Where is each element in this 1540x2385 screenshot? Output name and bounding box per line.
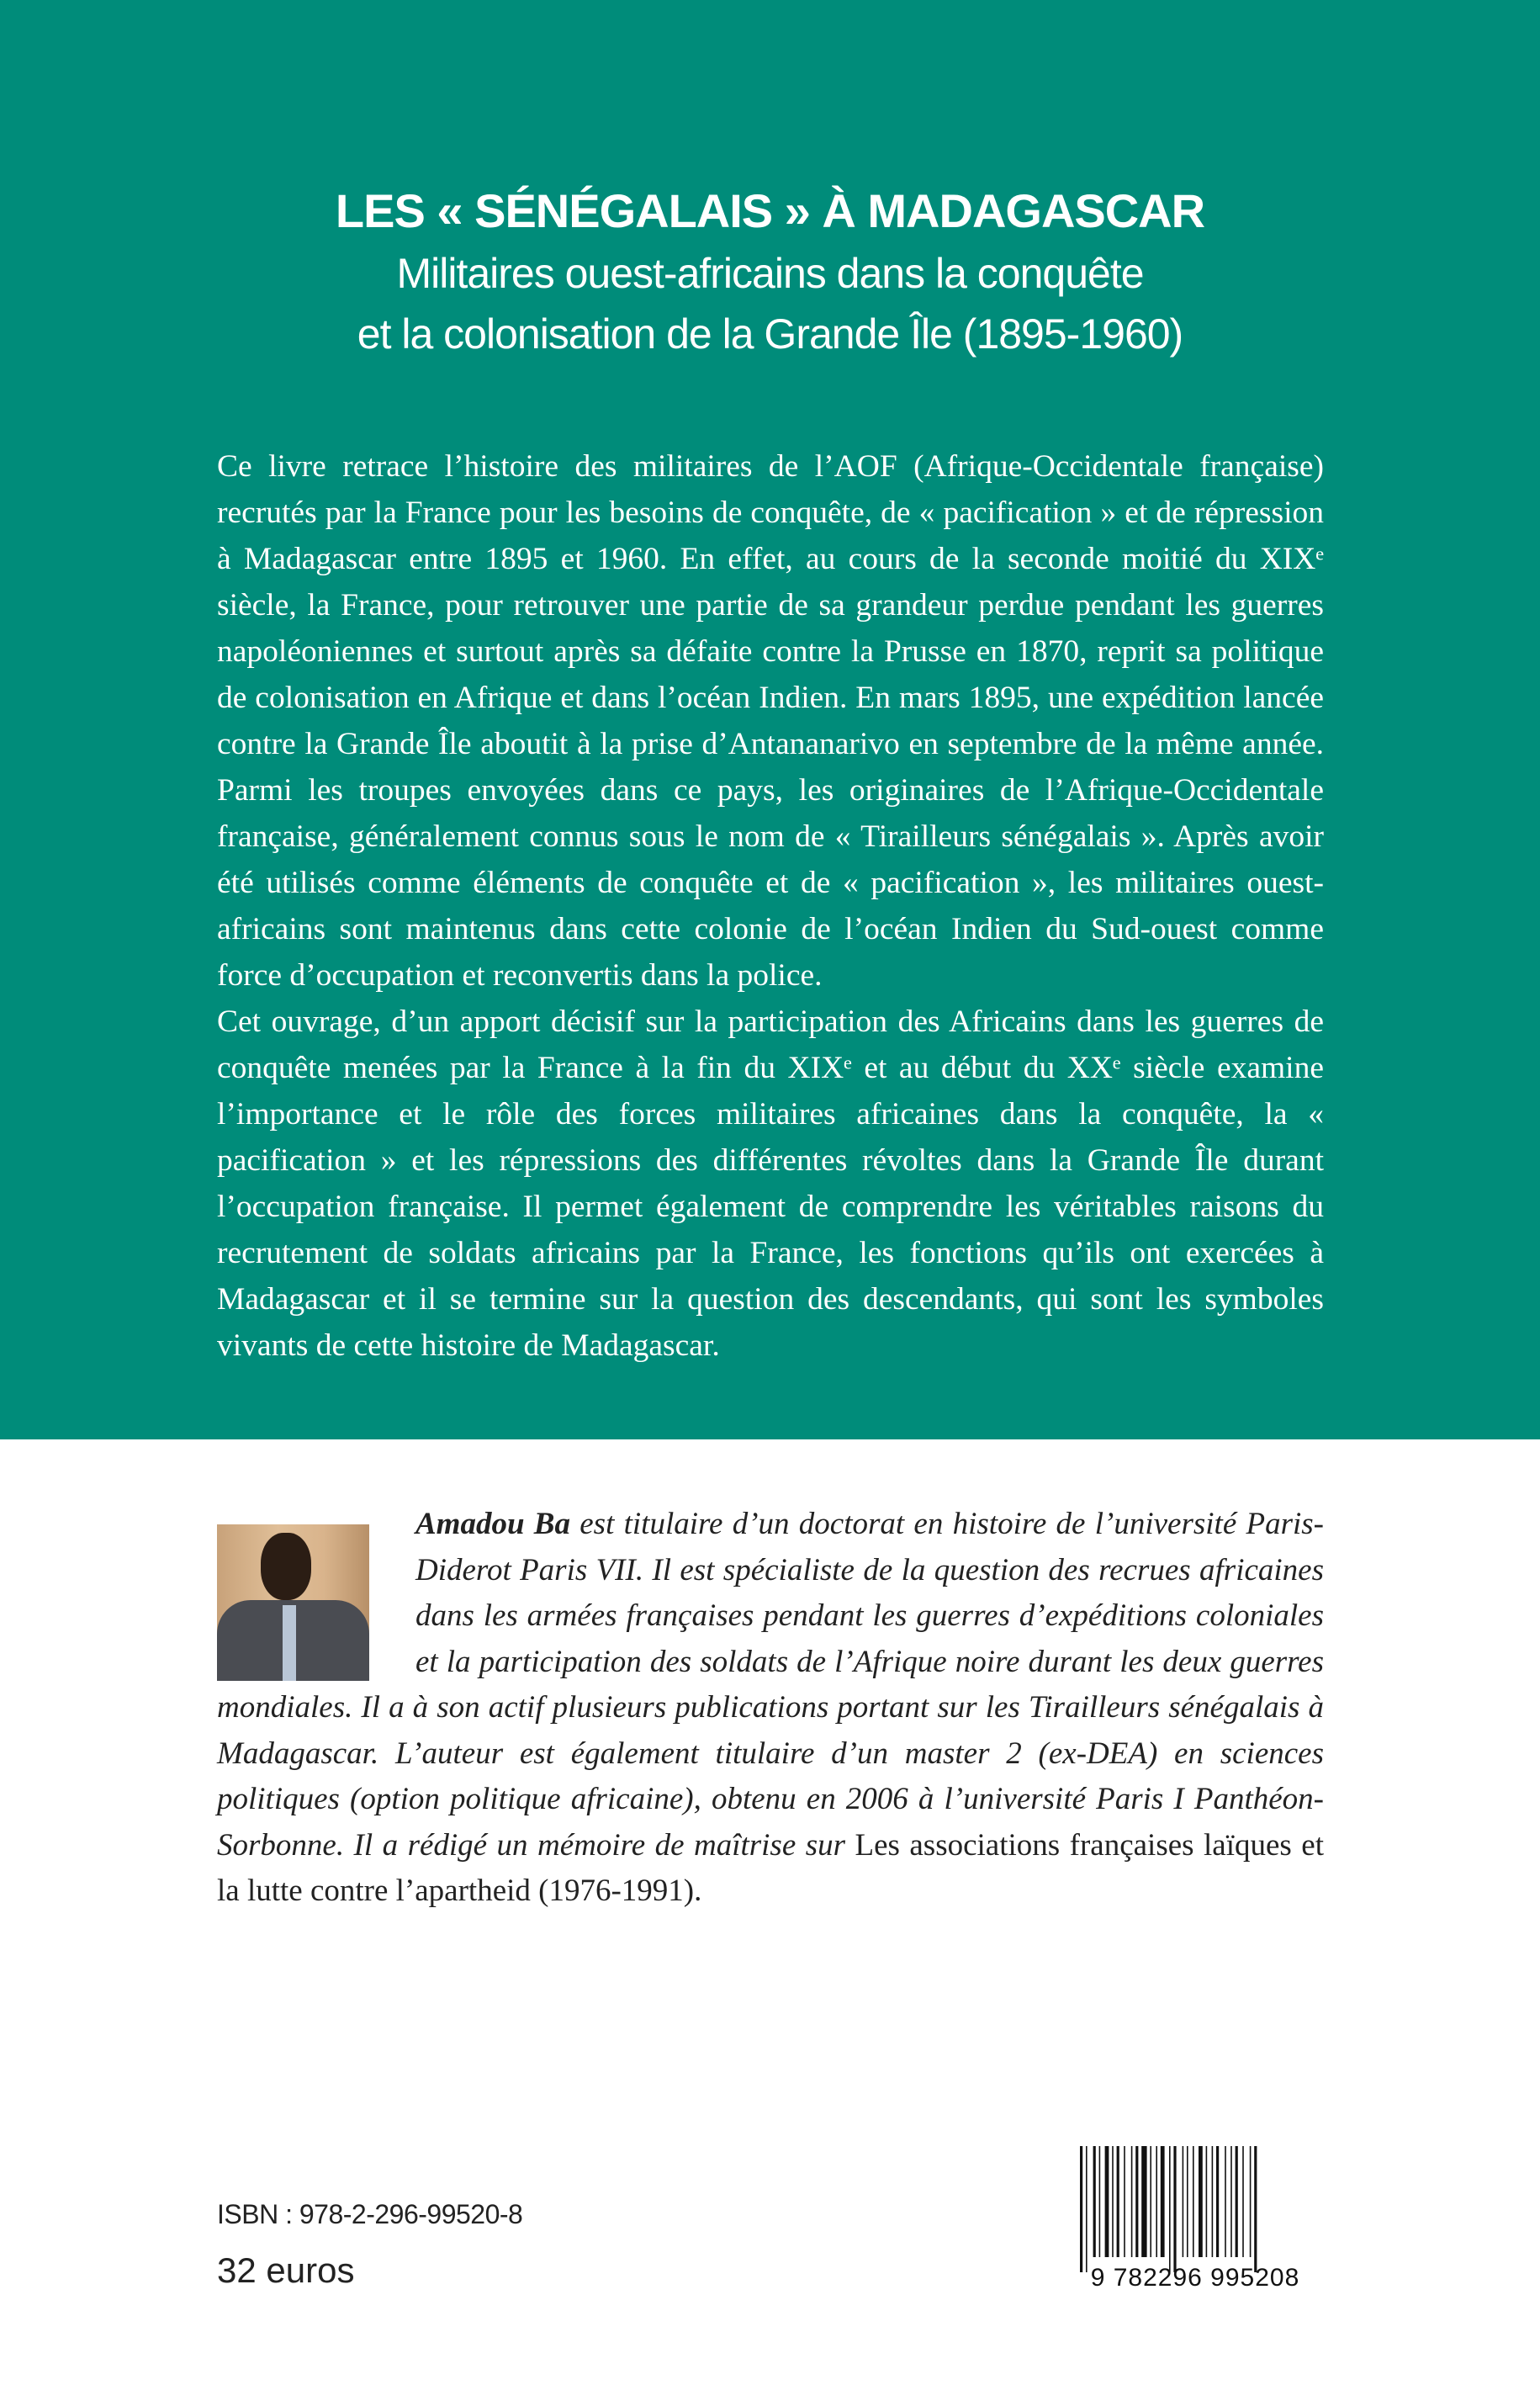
bio-end: .	[694, 1874, 702, 1908]
summary-paragraph: Cet ouvrage, d’un apport décisif sur la participation des Africains dans les guerres de conquête menées par la France à la fin du XIXᵉ et au début du XXᵉ siècle examine l’importance et le rôle des forces militaires africaines dans la conquête, la « pacification » et les répressions des différentes révoltes dans la Grande Île durant l’occupation française. Il permet également de comprendre les véritables raisons du recrutement de soldats africains par la France, les fonctions qu’ils ont exercées à Madagascar et il se termine sur la question des descendants, qui sont les symboles vivants de cette histoire de Madagascar.	[217, 1004, 1324, 1363]
barcode-bar	[1131, 2146, 1133, 2257]
barcode-bar	[1212, 2146, 1214, 2257]
barcode-bar	[1117, 2146, 1119, 2257]
barcode-bar	[1250, 2146, 1252, 2257]
barcode-bar	[1242, 2146, 1244, 2257]
barcode-digits: 9 782296 995208	[1090, 2264, 1300, 2289]
barcode-bar	[1112, 2146, 1114, 2257]
barcode-bar	[1225, 2146, 1226, 2257]
barcode-bar	[1093, 2146, 1096, 2257]
barcode-bar	[1086, 2146, 1088, 2272]
book-title: LES « SÉNÉGALAIS » À MADAGASCAR	[335, 184, 1205, 237]
barcode-bar	[1236, 2146, 1238, 2257]
barcode-bar	[1193, 2146, 1194, 2257]
summary-text	[217, 443, 1324, 1369]
barcode-bar	[1161, 2146, 1165, 2257]
book-subtitle-line-1: Militaires ouest-africains dans la conquête	[396, 250, 1144, 297]
book-subtitle-line-2: et la colonisation de la Grande Île (1895-1960)	[357, 310, 1183, 358]
thesis-title: Les associations françaises laïques et la lutte contre l’apartheid (1976-1991)	[217, 1827, 1324, 1908]
author-name: Amadou Ba	[415, 1507, 570, 1541]
barcode-bar	[1156, 2146, 1157, 2257]
barcode-bar	[1169, 2146, 1171, 2272]
barcode-bar	[1141, 2146, 1146, 2257]
barcode-bar	[1099, 2146, 1101, 2257]
barcode-bar	[1254, 2146, 1257, 2272]
barcode-bar	[1216, 2146, 1219, 2257]
barcode-bar	[1183, 2146, 1184, 2257]
summary-paragraph: Ce livre retrace l’histoire des militaires de l’AOF (Afrique-Occidentale française) recrutés par la France pour les besoins de conquête, de « pacification » et de répression à Madagascar entre 1895 et 1960. En effet, au cours de la seconde moitié du XIXᵉ siècle, la France, pour retrouver une partie de sa grandeur perdue pendant les guerres napoléoniennes et surtout après sa défaite contre la Prusse en 1870, reprit sa politique de colonisation en Afrique et dans l’océan Indien. En mars 1895, une expédition lancée contre la Grande Île aboutit à la prise d’Antananarivo en septembre de la même année. Parmi les troupes envoyées dans ce pays, les originaires de l’Afrique-Occidentale française, généralement connus sous le nom de « Tirailleurs sénégalais ». Après avoir été utilisés comme éléments de conquête et de « pacification », les militaires ouest-africains sont maintenus dans cette colonie de l’océan Indien du Sud-ouest comme force d’occupation et reconvertis dans la police.	[217, 449, 1324, 993]
author-bio-text: est titulaire d’un doctorat en histoire de l’université Paris-Diderot Paris VII. Il est spécialiste de la question des recrues africaines dans les armées françaises pendant les guerres d’expéditions coloniales et la participation des soldats de l’Afrique noire durant les deux guerres mondiales. Il a à son actif plusieurs publications portant sur les Tirailleurs sénégalais à Madagascar. L’auteur est également titulaire d’un master 2 (ex-DEA) en sciences politiques (option politique africaine), obtenu en 2006 à l’université Paris I Panthéon-Sorbonne. Il a rédigé un mémoire de maîtrise sur	[217, 1507, 1325, 1863]
price: 32 euros	[217, 2250, 355, 2290]
barcode-bar	[1230, 2146, 1232, 2257]
barcode-bar	[1173, 2146, 1176, 2272]
barcode-bar	[1199, 2146, 1203, 2257]
barcode-bar	[1105, 2146, 1109, 2257]
barcode-bar	[1080, 2146, 1082, 2272]
barcode	[1065, 2146, 1326, 2289]
barcode-bar	[1187, 2146, 1188, 2257]
barcode-bar	[1124, 2146, 1125, 2257]
author-bio	[217, 1502, 1324, 1915]
isbn: ISBN : 978-2-296-99520-8	[217, 2199, 523, 2229]
barcode-bar	[1206, 2146, 1208, 2257]
barcode-bar	[1135, 2146, 1138, 2257]
barcode-bar	[1150, 2146, 1151, 2257]
